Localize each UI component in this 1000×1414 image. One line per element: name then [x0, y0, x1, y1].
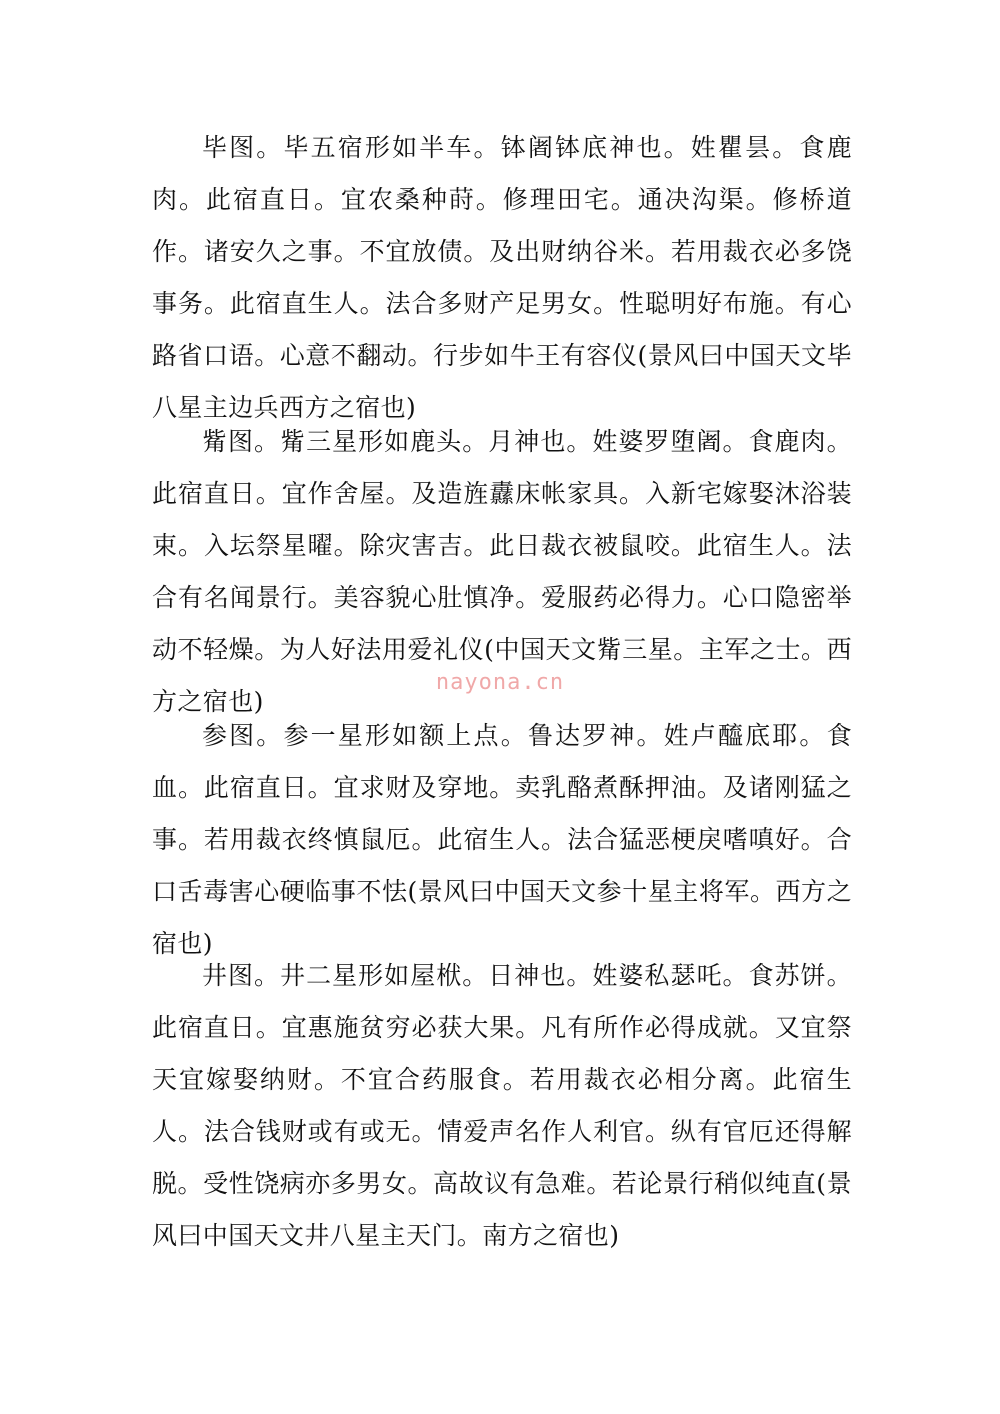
paragraph-zi: 觜图。觜三星形如鹿头。月神也。姓婆罗堕阇。食鹿肉。此宿直日。宜作舍屋。及造旌纛床帐家具。入新宅嫁娶沐浴装束。入坛祭星曜。除灾害吉。此日裁衣被鼠咬。此宿生人。法合有名闻景行。美容貌心肚慎净。爱服药必得力。心口隐密举动不轻燥。为人好法用爱礼仪(中国天文觜三星。主军之士。西方之宿也) — [152, 427, 852, 716]
paragraph-jing: 井图。井二星形如屋栿。日神也。姓婆私瑟吒。食苏饼。此宿直日。宜惠施贫穷必获大果。凡有所作必得成就。又宜祭天宜嫁娶纳财。不宜合药服食。若用裁衣必相分离。此宿生人。法合钱财或有或无。情爱声名作人利官。纵有官厄还得解脱。受性饶病亦多男女。高故议有急难。若论景行稍似纯直(景风曰中国天文井八星主天门。南方之宿也) — [152, 961, 852, 1250]
paragraph-bi: 毕图。毕五宿形如半车。钵阇钵底神也。姓瞿昙。食鹿肉。此宿直日。宜农桑种莳。修理田宅。通决沟渠。修桥道作。诸安久之事。不宜放债。及出财纳谷米。若用裁衣必多饶事务。此宿直生人。法合多财产足男女。性聪明好布施。有心路省口语。心意不翻动。行步如牛王有容仪(景风曰中国天文毕八星主边兵西方之宿也) — [152, 133, 852, 422]
watermark-text: nayona.cn — [435, 670, 565, 695]
paragraph-shen: 参图。参一星形如额上点。鲁达罗神。姓卢醯底耶。食血。此宿直日。宜求财及穿地。卖乳酪煮酥押油。及诸刚猛之事。若用裁衣终慎鼠厄。此宿生人。法合猛恶梗戾嗜嗔好。合口舌毒害心硬临事不怯(景风曰中国天文参十星主将军。西方之宿也) — [152, 721, 852, 958]
